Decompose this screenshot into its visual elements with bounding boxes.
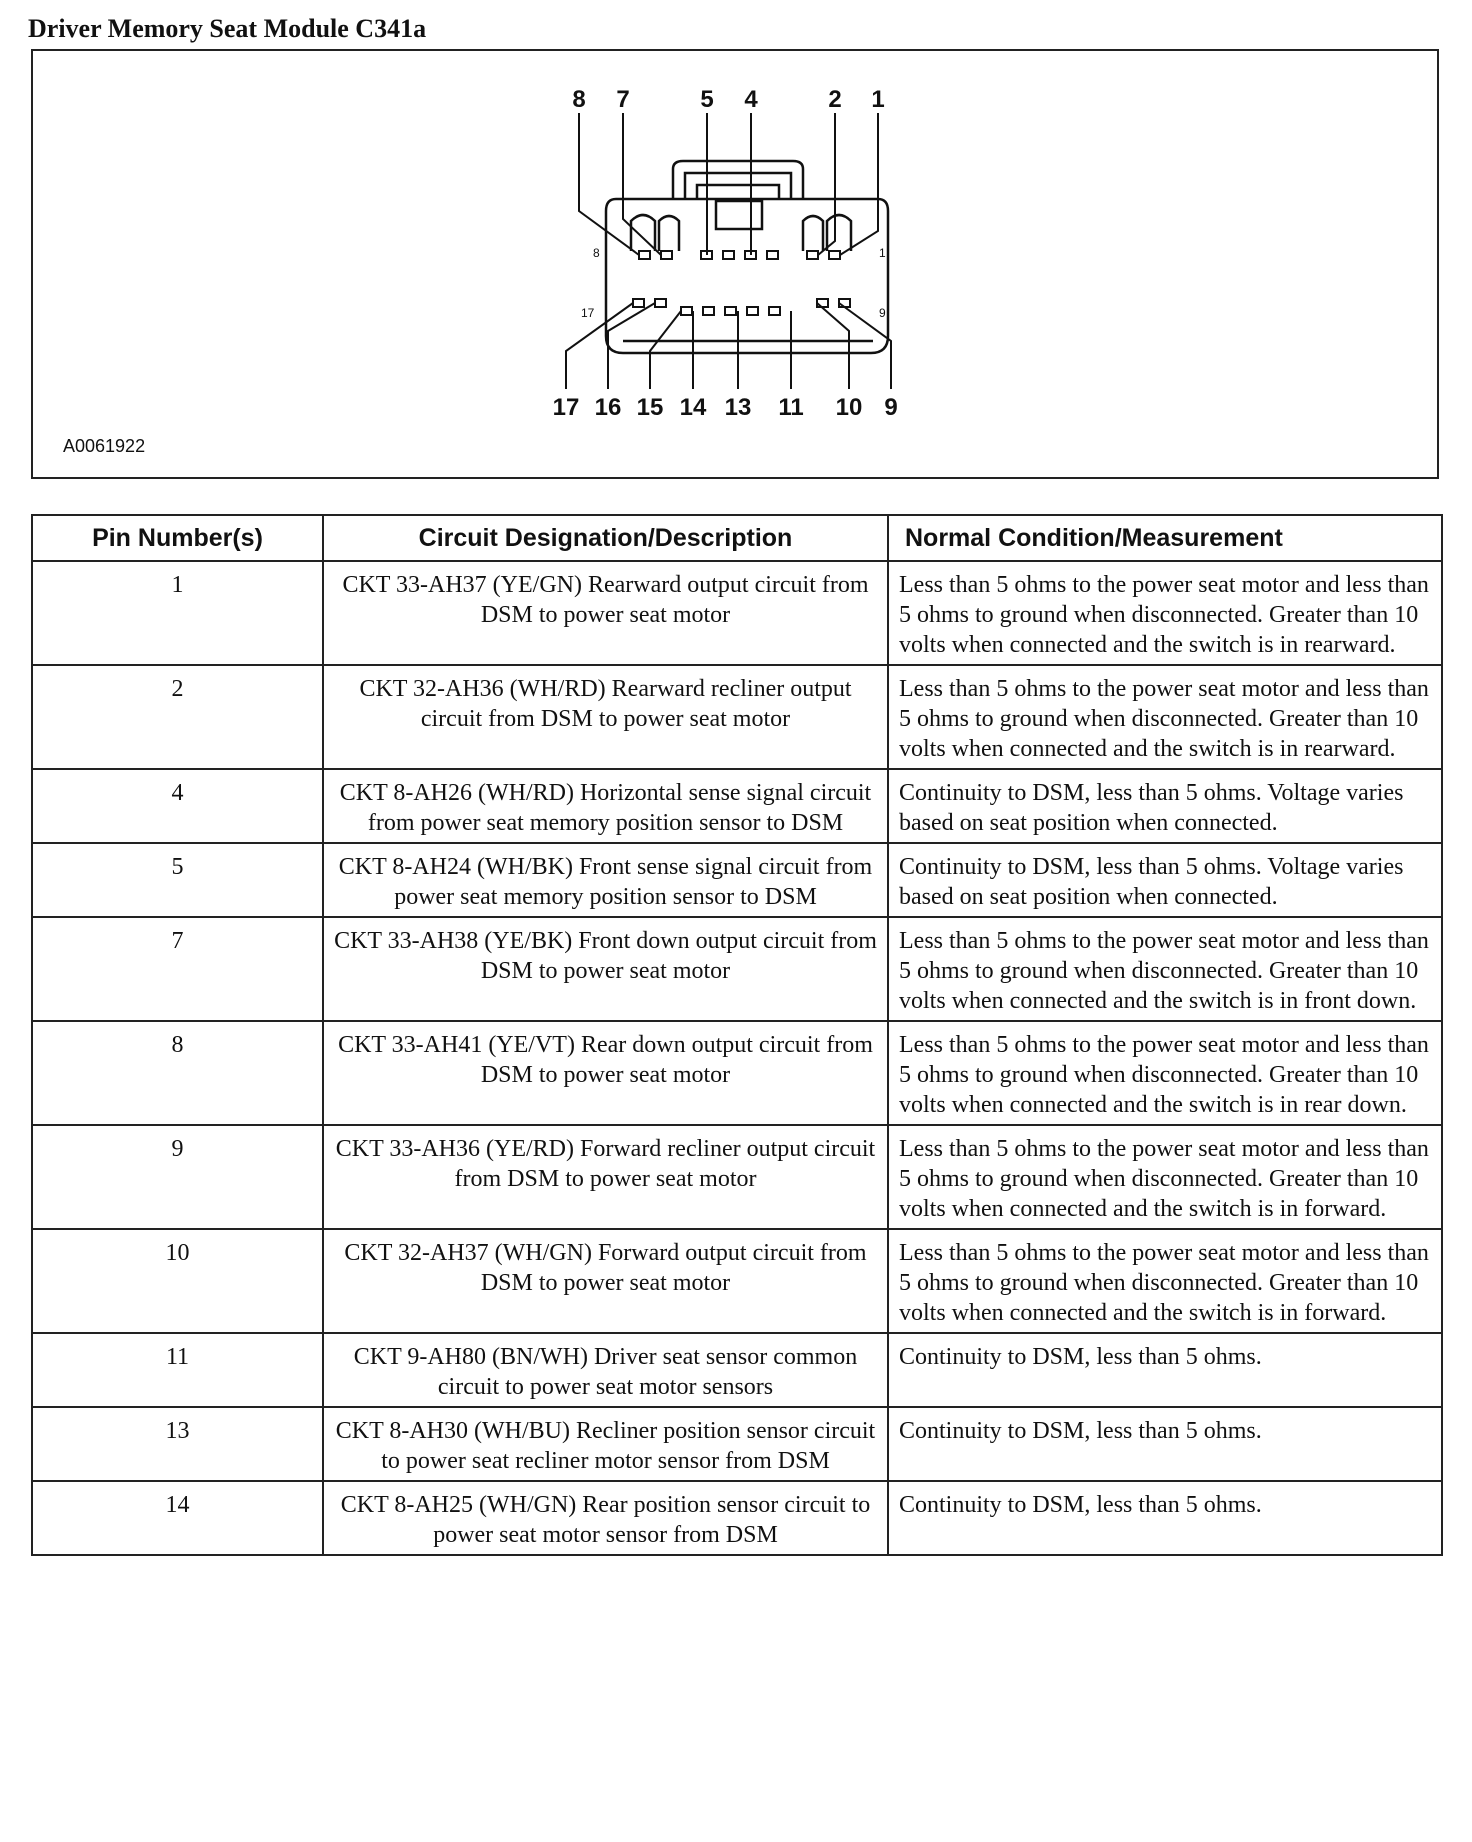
condition-cell: Continuity to DSM, less than 5 ohms. Voltage varies based on seat position when connected. <box>888 769 1442 843</box>
pin-cell: 7 <box>32 917 323 1021</box>
cavity-label-top-left: 8 <box>593 246 600 260</box>
pin-label-8: 8 <box>572 86 586 113</box>
condition-cell: Less than 5 ohms to the power seat motor and less than 5 ohms to ground when disconnected. Greater than 10 volts when connected and the switch is in rearward. <box>888 561 1442 665</box>
circuit-cell: CKT 33-AH41 (YE/VT) Rear down output circuit from DSM to power seat motor <box>323 1021 888 1125</box>
condition-cell: Continuity to DSM, less than 5 ohms. <box>888 1333 1442 1407</box>
cavity-label-bottom-left: 17 <box>581 306 595 320</box>
header-circuit: Circuit Designation/Description <box>323 515 888 561</box>
pin-label-15: 15 <box>636 394 664 421</box>
figure-id: A0061922 <box>63 436 146 456</box>
pin-label-2: 2 <box>828 86 842 113</box>
connector-latch <box>673 161 803 199</box>
table-row <box>32 1407 1442 1481</box>
pin-label-4: 4 <box>744 86 758 113</box>
cavity-label-top-right: 1 <box>879 246 886 260</box>
circuit-cell: CKT 33-AH38 (YE/BK) Front down output circuit from DSM to power seat motor <box>323 917 888 1021</box>
pin-label-1: 1 <box>871 86 885 113</box>
condition-cell: Continuity to DSM, less than 5 ohms. <box>888 1481 1442 1555</box>
pin-cell: 9 <box>32 1125 323 1229</box>
pin-label-16: 16 <box>594 394 622 421</box>
condition-cell: Less than 5 ohms to the power seat motor and less than 5 ohms to ground when disconnected. Greater than 10 volts when connected and the switch is in forward. <box>888 1229 1442 1333</box>
pin-label-10: 10 <box>835 394 863 421</box>
pin-cell: 4 <box>32 769 323 843</box>
pin-cell: 2 <box>32 665 323 769</box>
pin-label-14: 14 <box>679 394 707 421</box>
pin-label-5: 5 <box>700 86 714 113</box>
pin-label-17: 17 <box>552 394 580 421</box>
circuit-cell: CKT 8-AH26 (WH/RD) Horizontal sense signal circuit from power seat memory position sensor to DSM <box>323 769 888 843</box>
table-row <box>32 1229 1442 1333</box>
table-row <box>32 917 1442 1021</box>
pin-table <box>31 514 1443 1556</box>
table-row <box>32 561 1442 665</box>
circuit-cell: CKT 9-AH80 (BN/WH) Driver seat sensor common circuit to power seat motor sensors <box>323 1333 888 1407</box>
condition-cell: Continuity to DSM, less than 5 ohms. <box>888 1407 1442 1481</box>
table-row <box>32 1125 1442 1229</box>
table-row <box>32 665 1442 769</box>
table-header-row <box>32 515 1442 561</box>
pin-cell: 5 <box>32 843 323 917</box>
connector-figure <box>31 49 1439 479</box>
connector-diagram <box>33 51 1441 481</box>
pin-cell: 13 <box>32 1407 323 1481</box>
pin-cell: 10 <box>32 1229 323 1333</box>
pin-label-7: 7 <box>616 86 630 113</box>
circuit-cell: CKT 33-AH37 (YE/GN) Rearward output circuit from DSM to power seat motor <box>323 561 888 665</box>
circuit-cell: CKT 33-AH36 (YE/RD) Forward recliner output circuit from DSM to power seat motor <box>323 1125 888 1229</box>
table-row <box>32 1021 1442 1125</box>
condition-cell: Less than 5 ohms to the power seat motor and less than 5 ohms to ground when disconnected. Greater than 10 volts when connected and the switch is in rearward. <box>888 665 1442 769</box>
condition-cell: Less than 5 ohms to the power seat motor and less than 5 ohms to ground when disconnected. Greater than 10 volts when connected and the switch is in forward. <box>888 1125 1442 1229</box>
circuit-cell: CKT 8-AH25 (WH/GN) Rear position sensor circuit to power seat motor sensor from DSM <box>323 1481 888 1555</box>
pin-cell: 14 <box>32 1481 323 1555</box>
pin-label-13: 13 <box>724 394 752 421</box>
page-title: Driver Memory Seat Module C341a <box>28 14 427 43</box>
connector-outline <box>606 199 888 353</box>
pin-cell: 11 <box>32 1333 323 1407</box>
table-row <box>32 769 1442 843</box>
table-row <box>32 843 1442 917</box>
circuit-cell: CKT 8-AH30 (WH/BU) Recliner position sensor circuit to power seat recliner motor sensor from DSM <box>323 1407 888 1481</box>
pin-label-9: 9 <box>884 394 898 421</box>
pin-cell: 1 <box>32 561 323 665</box>
condition-cell: Less than 5 ohms to the power seat motor and less than 5 ohms to ground when disconnected. Greater than 10 volts when connected and the switch is in front down. <box>888 917 1442 1021</box>
table-row <box>32 1333 1442 1407</box>
circuit-cell: CKT 8-AH24 (WH/BK) Front sense signal circuit from power seat memory position sensor to DSM <box>323 843 888 917</box>
circuit-cell: CKT 32-AH36 (WH/RD) Rearward recliner output circuit from DSM to power seat motor <box>323 665 888 769</box>
pin-cell: 8 <box>32 1021 323 1125</box>
header-condition: Normal Condition/Measurement <box>888 515 1442 561</box>
condition-cell: Continuity to DSM, less than 5 ohms. Voltage varies based on seat position when connected. <box>888 843 1442 917</box>
cavity-label-bottom-right: 9 <box>879 306 886 320</box>
condition-cell: Less than 5 ohms to the power seat motor and less than 5 ohms to ground when disconnected. Greater than 10 volts when connected and the switch is in rear down. <box>888 1021 1442 1125</box>
pin-label-11: 11 <box>778 394 804 421</box>
table-row <box>32 1481 1442 1555</box>
circuit-cell: CKT 32-AH37 (WH/GN) Forward output circuit from DSM to power seat motor <box>323 1229 888 1333</box>
header-pin-numbers: Pin Number(s) <box>32 515 323 561</box>
